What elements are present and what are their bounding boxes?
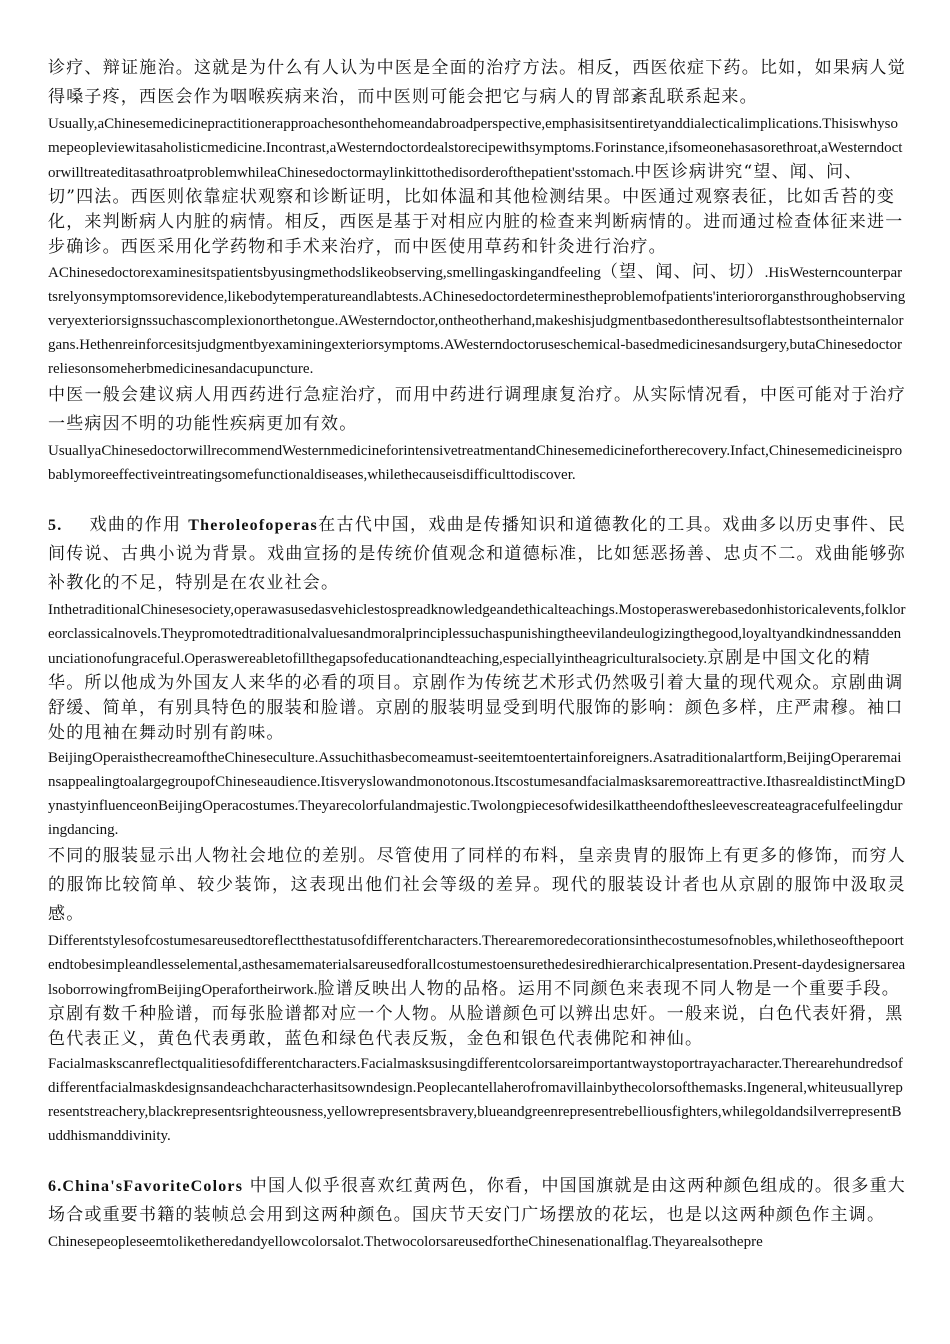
paragraph-en-beijing-opera: BeijingOperaisthecreamoftheChineseculture.Assuchithasbecomeamust-seeitemtoentertainforeigners.Asatraditionalartform,BeijingOperaremainsappealingtoalargegroupofChineseaudience.Itisveryslowandmonotonous.Itscostumesandfacialmasksaremoreattractive.IthasrealdistinctMingDynastyinfluenceonBeijingOperacostumes.Theyarecolorfulandmajestic.Twolongpiecesofwidesilkattheendofthesleevescreateagracefulfeelingduringdancing. (48, 750, 906, 838)
section-5-heading-paragraph (48, 511, 906, 598)
paragraph-en-colors: Chinesepeopleseemtoliketheredandyellowcolorsalot.ThetwocolorsareusedfortheChinesenationalflag.Theyarealsothepre (48, 1234, 763, 1250)
paragraph-en-diagnosis (48, 112, 906, 260)
section-5-title-zh: 戏曲的作用 (89, 515, 182, 535)
text-zh-four-methods: 中医诊病讲究“望、闻、问、切”四法。西医则依靠症状观察和诊断证明，比如体温和其他检测结果。中医通过观察表征，比如舌苔的变化，来判断病人内脏的病情。相反，西医是基于对相应内脏的检查来判断病情的。进而通过检查体征来进一步确诊。西医采用化学药物和手术来治疗，而中医使用草药和针灸进行治疗。 (48, 162, 904, 257)
text-zh-beijing-opera: 京剧是中国文化的精华。所以他成为外国友人来华的必看的项目。京剧作为传统艺术形式仍然吸引着大量的现代观众。京剧曲调舒缓、简单，有别具特色的服装和脸谱。京剧的服装明显受到明代服饰的影响：颜色多样，庄严肃穆。袖口处的甩袖在舞动时别有韵味。 (48, 648, 904, 743)
text-en-examination-a: AChinesedoctorexaminesitspatientsbyusingmethodslikeobserving,smellingaskingandfeeling (48, 265, 601, 281)
paragraph-en-treatment: UsuallyaChinesedoctorwillrecommendWesternmedicineforintensivetreatmentandChinesemedicinefortherecovery.Infact,Chinesemedicineisprobablymoreeffectiveintreatingsomefunctionaldiseases,whilethecauseisdifficulttodiscover. (48, 443, 903, 483)
section-5-number: 5. (48, 517, 63, 534)
text-zh-four-methods-inline: （望、闻、问、切） (600, 262, 765, 282)
paragraph-zh-opera-role: 在古代中国，戏曲是传播知识和道德教化的工具。戏曲多以历史事件、民间传说、古典小说为背景。戏曲宣扬的是传统价值观念和道德标准，比如惩恶扬善、忠贞不二。戏曲能够弥补教化的不足，特别是在农业社会。 (48, 515, 907, 593)
section-gap (48, 1148, 906, 1172)
paragraph-zh-colors: 中国人似乎很喜欢红黄两色，你看，中国国旗就是由这两种颜色组成的。很多重大场合或重要书籍的装帧总会用到这两种颜色。国庆节天安门广场摆放的花坛，也是以这两种颜色作主调。 (48, 1176, 906, 1225)
section-5-title-en: Theroleofoperas (188, 517, 318, 534)
section-6-heading-paragraph (48, 1172, 906, 1230)
paragraph-zh-diagnosis: 诊疗、辩证施治。这就是为什么有人认为中医是全面的治疗方法。相反，西医依症下药。比如，如果病人觉得嗓子疼，西医会作为咽喉疾病来治，而中医则可能会把它与病人的胃部紊乱联系起来。 (48, 58, 906, 107)
text-zh-facial-masks: 脸谱反映出人物的品格。运用不同颜色来表现不同人物是一个重要手段。京剧有数千种脸谱，而每张脸谱都对应一个人物。从脸谱颜色可以辨出忠奸。一般来说，白色代表奸猾，黑色代表正义，黄色代表勇敢，蓝色和绿色代表反叛，金色和银色代表佛陀和神仙。 (48, 979, 904, 1049)
text-en-diagnosis: Usually,aChinesemedicinepractitionerapproachesonthehomeandabroadperspective,emphasisitsentiretyanddialecticalimplications.Thisiswhysomepeopleviewitasaholisticmedicine.Incontrast,aWesterndoctordealstorecipewithsymptoms.Forinstance,ifsomeonehasasorethroat,aWesterndoctorwilltreateditasathroatproblemwhileaChinesedoctormaylinkittothedisorderofthepatient'sstomach. (48, 116, 903, 181)
text-en-examination-b: .HisWesterncounterpartsrelyonsymptomsorevidence,likebodytemperatureandlabtests.AChinesedoctordeterminestheproblemofpatients'interiororgansthroughobservingveryexteriorsignssuchascomplexionorthetongue.AWesterndoctor,ontheotherhand,makeshisjudgmentbasedontheresultsoflabtestsontheinternalorgans.Hethenreinforcesitsjudgmentbyexaminingexteriorsymptoms.AWesterndoctoruseschemical-basedmedicinesandsurgery,butaChinesedoctorreliesonsomeherbmedicinesandacupuncture. (48, 265, 906, 377)
text-en-costumes: Differentstylesofcostumesareusedtoreflectthestatusofdifferentcharacters.Therearemoredecorationsinthecostumesofnobles,whilethoseofthepoortendtobesimpleandlesselemental,asthesamematerialsareusedforallcostumestoensurethedesiredhierarchicalpresentation.Present-daydesignersarealsoborrowingfromBeijingOperafortheirwork. (48, 933, 906, 998)
paragraph-en-costumes (48, 929, 906, 1052)
paragraph-en-examination (48, 260, 906, 381)
paragraph-zh-treatment: 中医一般会建议病人用西药进行急症治疗，而用中药进行调理康复治疗。从实际情况看，中医可能对于治疗一些病因不明的功能性疾病更加有效。 (48, 385, 906, 434)
section-gap (48, 487, 906, 511)
paragraph-zh-costumes: 不同的服装显示出人物社会地位的差别。尽管使用了同样的布料，皇亲贵胄的服饰上有更多的修饰，而穷人的服饰比较简单、较少装饰，这表现出他们社会等级的差异。现代的服装设计者也从京剧的服饰中汲取灵感。 (48, 846, 906, 924)
text-en-opera-role: InthetraditionalChinesesociety,operawasusedasvehiclestospreadknowledgeandethicalteachings.Mostoperaswerebasedonhistoricalevents,folkloreorclassicalnovels.Theypromotedtraditionalvaluesandmoralprinciplessuchaspunishingtheevilandeulogizingthegood,loyaltyandkindnessanddenunciationofungraceful.Operaswereabletofillthegapsofeducationandteaching,especiallyintheagriculturalsociety. (48, 602, 906, 667)
paragraph-en-opera-role (48, 598, 906, 746)
section-6-title-en: 6.China'sFavoriteColors (48, 1178, 244, 1195)
paragraph-en-facial-masks: Facialmaskscanreflectqualitiesofdifferentcharacters.Facialmasksusingdifferentcolorsareimportantwaystoportrayacharacter.Therearehundredsofdifferentfacialmaskdesignsandeachcharacterhasitsowndesign.Peoplecantellaherofromavillainbythecolorsofthemasks.Ingeneral,whiteusuallyrepresentstreachery,blackrepresentsrighteousness,yellowrepresentsbravery,blueandgreenrepresentrebelliousfighters,whilegoldandsilverrepresentBuddhismanddivinity. (48, 1056, 903, 1144)
